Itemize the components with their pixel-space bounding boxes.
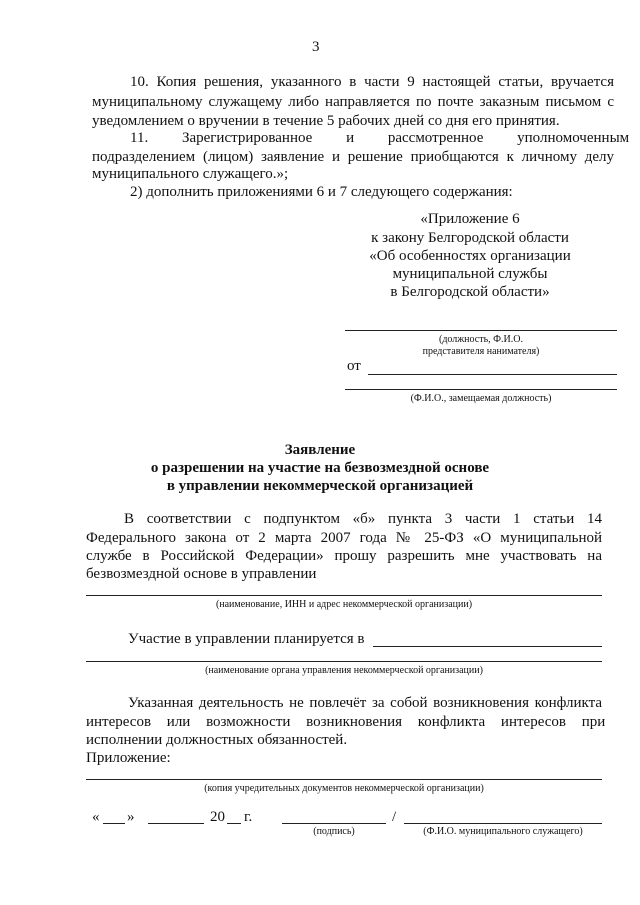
signature-slash: / xyxy=(392,809,397,825)
participation-line xyxy=(373,646,602,647)
paragraph-11-line-2: подразделением (лицом) заявление и решение приобщаются к личному делу xyxy=(92,149,614,165)
caption-attachment: (копия учредительных документов некоммерческой организации) xyxy=(204,783,484,794)
caption-employee-name: (Ф.И.О. муниципального служащего) xyxy=(423,826,583,837)
date-year-suffix: г. xyxy=(244,809,253,825)
date-year-line xyxy=(227,823,241,824)
body-paragraph-1-line-2: Федерального закона от 2 марта 2007 года № 25-ФЗ «О муниципальной xyxy=(86,530,602,546)
appendix-line-1: «Приложение 6 xyxy=(420,211,520,227)
date-month-line xyxy=(148,823,204,824)
applicant-line-2 xyxy=(345,389,617,390)
document-title: Заявление xyxy=(284,442,356,458)
body-paragraph-2-line-3: исполнении должностных обязанностей. xyxy=(86,732,348,748)
appendix-line-2: к закону Белгородской области xyxy=(371,230,569,246)
document-subtitle-line-2: в управлении некоммерческой организацией xyxy=(166,478,474,494)
attachment-label: Приложение: xyxy=(86,750,171,766)
employee-name-line xyxy=(404,823,602,824)
management-body-line xyxy=(86,661,602,662)
body-paragraph-2-line-2: интересов или возможности возникновения конфликта интересов при xyxy=(86,714,606,730)
paragraph-10-line-2: муниципальному служащему либо направляется по почте заказным письмом с xyxy=(92,94,614,110)
applicant-line-1 xyxy=(368,374,617,375)
participation-text: Участие в управлении планируется в xyxy=(128,631,365,647)
paragraph-11-line-1: 11. Зарегистрированное и рассмотренное уполномоченным xyxy=(130,130,630,146)
page-number: 3 xyxy=(312,39,320,55)
date-year-prefix: 20 xyxy=(210,809,225,825)
caption-applicant: (Ф.И.О., замещаемая должность) xyxy=(410,393,552,404)
signature-line xyxy=(282,823,386,824)
body-paragraph-1-line-1: В соответствии с подпунктом «б» пункта 3 части 1 статьи 14 xyxy=(124,511,602,527)
body-paragraph-1-line-3: службе в Российской Федерации» прошу разрешить мне участвовать на xyxy=(86,548,602,564)
paragraph-11-line-3: муниципального служащего.»; xyxy=(92,166,289,182)
date-open-quote: « xyxy=(92,809,100,825)
paragraph-10-line-3: уведомлением о вручении в течение 5 рабочих дней со дня его принятия. xyxy=(92,113,560,129)
item-2-text: 2) дополнить приложениями 6 и 7 следующего содержания: xyxy=(130,184,513,200)
date-close-quote: » xyxy=(127,809,135,825)
attachment-line xyxy=(86,779,602,780)
appendix-line-4: муниципальной службы xyxy=(392,266,548,282)
paragraph-10-line-1: 10. Копия решения, указанного в части 9 настоящей статьи, вручается xyxy=(130,74,614,90)
from-label: от xyxy=(347,358,361,374)
employer-representative-line xyxy=(345,330,617,331)
caption-organization: (наименование, ИНН и адрес некоммерческой организации) xyxy=(215,599,473,610)
body-paragraph-1-line-4: безвозмездной основе в управлении xyxy=(86,566,317,582)
document-subtitle-line-1: о разрешении на участие на безвозмездной основе xyxy=(150,460,490,476)
date-day-line xyxy=(103,823,125,824)
caption-signature: (подпись) xyxy=(313,826,355,837)
body-paragraph-2-line-1: Указанная деятельность не повлечёт за собой возникновения конфликта xyxy=(128,695,602,711)
organization-line xyxy=(86,595,602,596)
caption-employer-line-2: представителя нанимателя) xyxy=(422,346,540,357)
appendix-line-5: в Белгородской области» xyxy=(390,284,550,300)
caption-management-body: (наименование органа управления некоммерческой организации) xyxy=(205,665,483,676)
caption-employer-line-1: (должность, Ф.И.О. xyxy=(439,334,523,345)
appendix-line-3: «Об особенностях организации xyxy=(369,248,571,264)
